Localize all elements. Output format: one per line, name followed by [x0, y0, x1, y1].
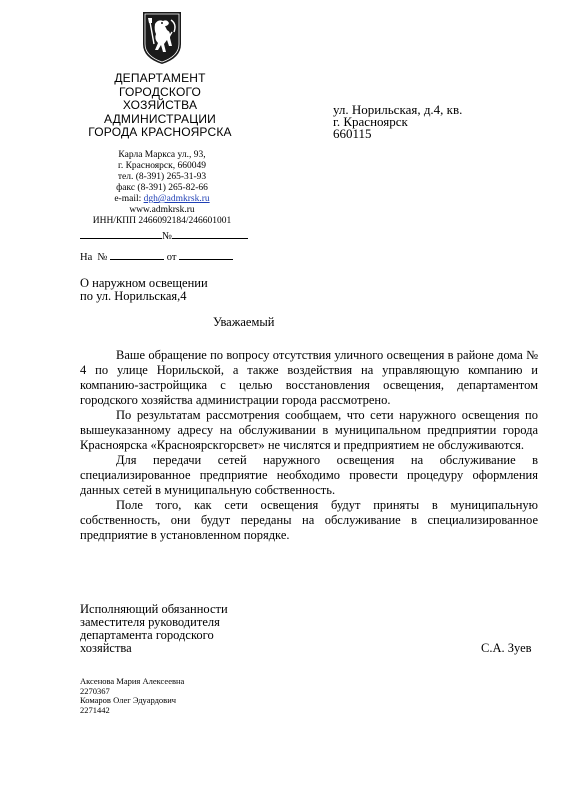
signature-line: заместителя руководителя — [80, 615, 220, 629]
reply-to-line — [80, 250, 233, 264]
subject-line: по ул. Норильская,4 — [80, 289, 187, 303]
signature-position — [80, 603, 228, 655]
executor-phone: 2270367 — [80, 685, 110, 696]
department-line: ГОРОДСКОГО — [118, 84, 202, 99]
reply-date-blank — [179, 250, 233, 260]
department-line: ХОЗЯЙСТВА — [122, 98, 198, 112]
reply-to-label: На — [80, 252, 93, 263]
letter-body — [80, 348, 538, 543]
signature-line: Исполняющий обязанности — [80, 602, 228, 616]
address-city: г. Красноярск, 660049 — [118, 161, 206, 171]
greeting: Уважаемый — [213, 315, 275, 329]
letter-subject — [80, 277, 208, 303]
coat-of-arms-icon — [141, 10, 183, 66]
body-paragraph: Ваше обращение по вопросу отсутствия уличного освещения в районе дома № 4 по улице Норильской, а также воздействия на управляющую компанию и компанию-застройщика с целью восстановления освещения, департаментом городского хозяйства администрации города рассмотрено. — [80, 348, 538, 407]
executors-block — [80, 677, 184, 715]
phone: тел. (8-391) 265-31-93 — [117, 172, 207, 182]
executor-name: Аксенова Мария Алексеевна — [80, 676, 185, 686]
recipient-address — [333, 104, 462, 140]
address-street: Карла Маркса ул., 93, — [118, 150, 206, 160]
outgoing-number-line — [80, 229, 248, 243]
outgoing-date-blank — [80, 229, 162, 239]
email-label: e-mail: — [114, 194, 144, 204]
department-name — [60, 72, 260, 140]
body-paragraph: Для передачи сетей наружного освещения на обслуживание в специализированное предприятие необходимо провести процедуру оформления данных сетей в муниципальную собственность. — [80, 453, 538, 497]
subject-line: О наружном освещении — [80, 276, 208, 290]
recipient-street: ул. Норильская, д.4, кв. — [333, 102, 463, 117]
body-paragraph: По результатам рассмотрения сообщаем, что сети наружного освещения по вышеуказанному адресу на обслуживании в муниципальном предприятии города Красноярска «Красноярскгорсвет» не числятся и предприятием не обслуживаются. — [80, 408, 538, 452]
department-line: ГОРОДА КРАСНОЯРСКА — [88, 125, 232, 139]
signature-line: департамента городского — [80, 628, 214, 642]
recipient-postcode: 660115 — [333, 126, 372, 141]
department-line: АДМИНИСТРАЦИИ — [104, 111, 216, 126]
executor-phone: 2271442 — [80, 704, 110, 715]
signature-line: хозяйства — [80, 641, 132, 655]
website: www.admkrsk.ru — [129, 205, 195, 215]
signer-name: С.А. Зуев — [481, 641, 532, 655]
reply-to-number-sign: № — [97, 252, 108, 263]
contact-block — [60, 150, 264, 227]
inn-kpp: ИНН/КПП 2466092184/246601001 — [92, 216, 232, 226]
executor-name: Комаров Олег Эдуардович — [80, 695, 177, 705]
email-link[interactable]: dgh@admkrsk.ru — [143, 194, 210, 204]
body-paragraph: Поле того, как сети освещения будут приняты в муниципальную собственность, они будут переданы на обслуживание в специализированное предприятие в установленном порядке. — [80, 498, 538, 542]
reply-number-blank — [110, 250, 164, 260]
recipient-city: г. Красноярск — [333, 114, 408, 129]
outgoing-number-sign: № — [162, 231, 173, 242]
reply-to-from: от — [166, 252, 177, 263]
outgoing-number-blank — [172, 229, 248, 239]
department-line: ДЕПАРТАМЕНТ — [114, 71, 206, 85]
email-line — [60, 194, 264, 205]
fax: факс (8-391) 265-82-66 — [116, 183, 208, 193]
